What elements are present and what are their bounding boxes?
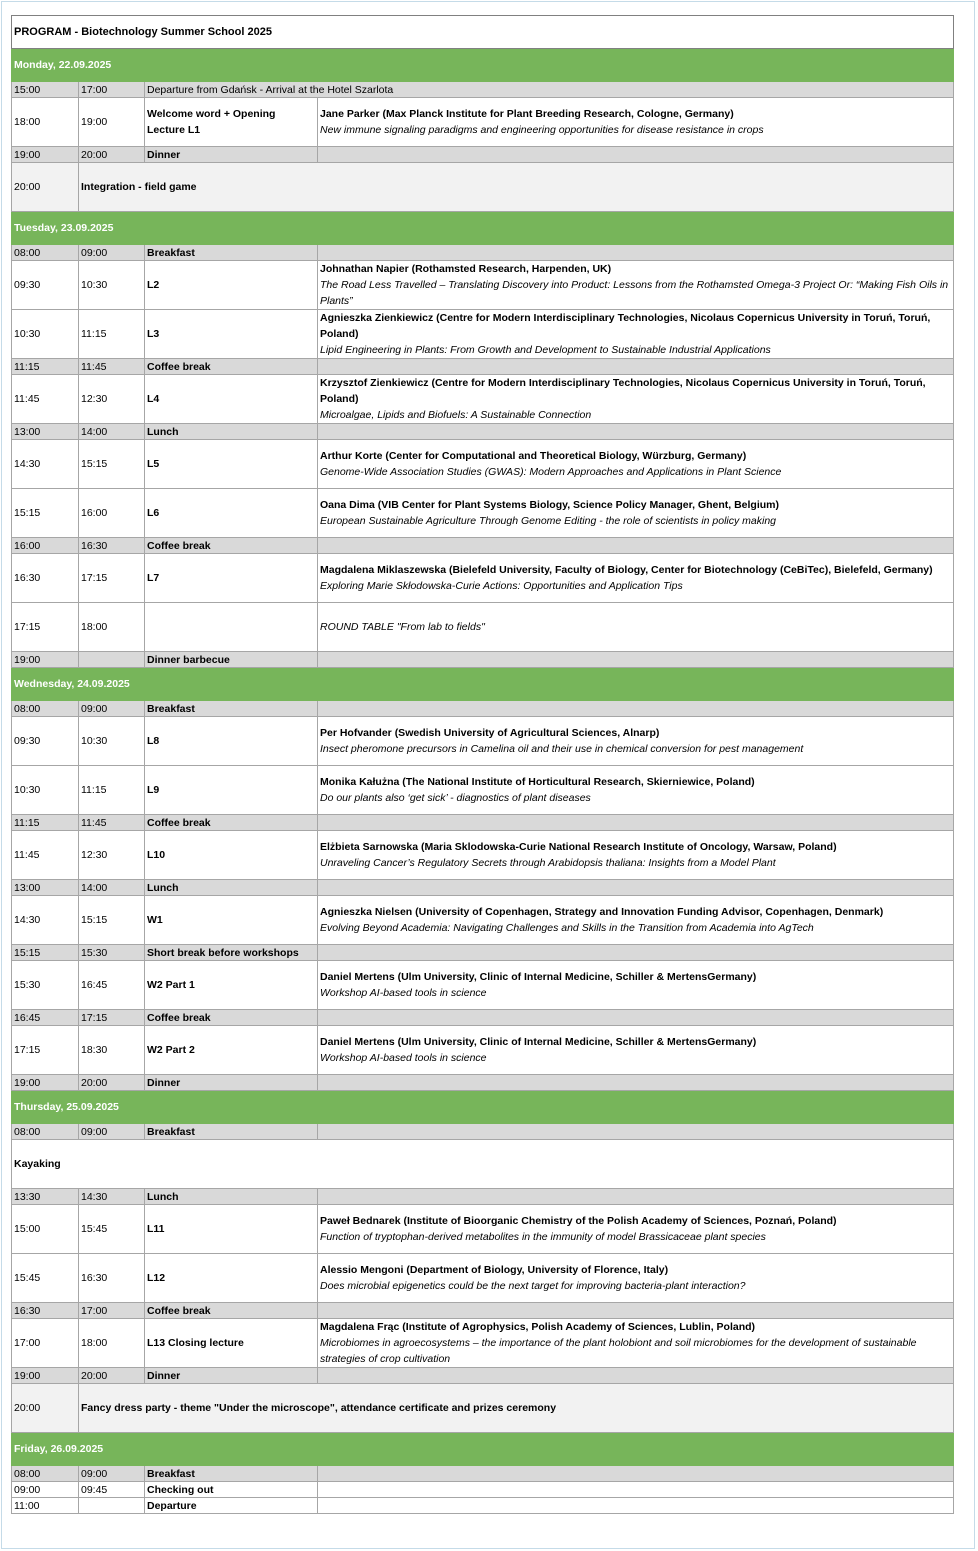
start-time: 20:00 — [12, 163, 79, 212]
start-time: 08:00 — [12, 1124, 79, 1140]
details-cell — [318, 1189, 954, 1205]
schedule-row — [12, 701, 954, 717]
speaker-name: Daniel Mertens (Ulm University, Clinic of Internal Medicine, Schiller & MertensGermany) — [320, 1036, 757, 1048]
activity-cell: Breakfast — [145, 1124, 318, 1140]
speaker-name: Elżbieta Sarnowska (Maria Sklodowska-Curie National Research Institute of Oncology, Warsaw, Poland) — [320, 841, 837, 853]
start-time: 19:00 — [12, 652, 79, 668]
talk-title: Microalgae, Lipids and Biofuels: A Sustainable Connection — [320, 409, 592, 421]
speaker-name: Magdalena Miklaszewska (Bielefeld University, Faculty of Biology, Center for Biotechnology (CeBiTec), Bielefeld, Germany) — [320, 564, 933, 576]
activity-cell: Fancy dress party - theme "Under the microscope", attendance certificate and prizes ceremony — [79, 1384, 954, 1433]
start-time: 10:30 — [12, 766, 79, 815]
talk-title: The Road Less Travelled – Translating Discovery into Product: Lessons from the Rothamsted Omega-3 Project Or: “Making Fish Oils in Plants” — [320, 279, 949, 307]
activity-cell: L4 — [145, 375, 318, 424]
activity-cell: L6 — [145, 489, 318, 538]
details-cell — [318, 489, 954, 538]
schedule-row — [12, 1384, 954, 1433]
schedule-row — [12, 1498, 954, 1514]
activity-cell: Departure — [145, 1498, 318, 1514]
speaker-name: Arthur Korte (Center for Computational and Theoretical Biology, Würzburg, Germany) — [320, 450, 747, 462]
end-time: 19:00 — [79, 98, 145, 147]
end-time: 16:30 — [79, 1254, 145, 1303]
talk-title: Do our plants also ‘get sick’ - diagnostics of plant diseases — [320, 792, 591, 804]
activity-cell: W2 Part 2 — [145, 1026, 318, 1075]
speaker-name: Johnathan Napier (Rothamsted Research, Harpenden, UK) — [320, 263, 612, 275]
start-time: 09:30 — [12, 261, 79, 310]
activity-cell: W2 Part 1 — [145, 961, 318, 1010]
schedule-row — [12, 1026, 954, 1075]
activity-cell: L2 — [145, 261, 318, 310]
end-time: 17:00 — [79, 82, 145, 98]
details-cell — [318, 1303, 954, 1319]
activity-cell: Coffee break — [145, 538, 318, 554]
schedule-row — [12, 440, 954, 489]
details-cell — [318, 1075, 954, 1091]
activity-cell: Short break before workshops — [145, 945, 318, 961]
schedule-row — [12, 815, 954, 831]
schedule-row — [12, 1124, 954, 1140]
details-cell — [318, 1319, 954, 1368]
activity-cell — [145, 603, 318, 652]
end-time: 16:45 — [79, 961, 145, 1010]
activity-cell: W1 — [145, 896, 318, 945]
start-time: 19:00 — [12, 1368, 79, 1384]
speaker-name: Paweł Bednarek (Institute of Bioorganic Chemistry of the Polish Academy of Sciences, Poznań, Poland) — [320, 1215, 837, 1227]
schedule-row — [12, 1254, 954, 1303]
end-time: 16:30 — [79, 538, 145, 554]
end-time: 18:00 — [79, 603, 145, 652]
talk-title: Exploring Marie Skłodowska-Curie Actions: Opportunities and Application Tips — [320, 580, 683, 592]
start-time: 14:30 — [12, 896, 79, 945]
activity-cell: L5 — [145, 440, 318, 489]
schedule-row — [12, 375, 954, 424]
end-time: 11:45 — [79, 359, 145, 375]
end-time: 14:30 — [79, 1189, 145, 1205]
details-cell — [318, 98, 954, 147]
schedule-row — [12, 1189, 954, 1205]
start-time: 16:00 — [12, 538, 79, 554]
start-time: 13:00 — [12, 424, 79, 440]
talk-title: Function of tryptophan-derived metabolites in the immunity of model Brassicaceae plant species — [320, 1231, 766, 1243]
schedule-row — [12, 766, 954, 815]
start-time: 19:00 — [12, 1075, 79, 1091]
start-time: 11:15 — [12, 815, 79, 831]
activity-cell: Dinner — [145, 147, 318, 163]
speaker-name: Krzysztof Zienkiewicz (Centre for Modern Interdisciplinary Technologies, Nicolaus Copernicus University in Toruń, Toruń, Poland) — [320, 377, 926, 405]
activity-cell: Integration - field game — [79, 163, 954, 212]
end-time — [79, 652, 145, 668]
activity-cell: L12 — [145, 1254, 318, 1303]
end-time: 10:30 — [79, 717, 145, 766]
schedule-row — [12, 489, 954, 538]
details-cell — [318, 766, 954, 815]
details-cell — [318, 375, 954, 424]
end-time: 10:30 — [79, 261, 145, 310]
schedule-row — [12, 896, 954, 945]
schedule-row — [12, 163, 954, 212]
details-cell — [318, 538, 954, 554]
details-cell — [318, 554, 954, 603]
details-cell — [318, 147, 954, 163]
schedule-row — [12, 603, 954, 652]
end-time: 09:00 — [79, 1124, 145, 1140]
start-time: 08:00 — [12, 1466, 79, 1482]
start-time: 11:00 — [12, 1498, 79, 1514]
activity-cell: Coffee break — [145, 1010, 318, 1026]
activity-cell: L9 — [145, 766, 318, 815]
schedule-row — [12, 652, 954, 668]
talk-title: Evolving Beyond Academia: Navigating Challenges and Skills in the Transition from Academia into AgTech — [320, 922, 814, 934]
talk-title: ROUND TABLE "From lab to fields" — [320, 621, 485, 633]
activity-cell: Coffee break — [145, 815, 318, 831]
speaker-name: Jane Parker (Max Planck Institute for Plant Breeding Research, Cologne, Germany) — [320, 108, 734, 120]
day-header-row — [12, 668, 954, 701]
start-time: 15:00 — [12, 1205, 79, 1254]
schedule-row — [12, 1140, 954, 1189]
end-time: 14:00 — [79, 424, 145, 440]
activity-cell: Lunch — [145, 880, 318, 896]
schedule-row — [12, 359, 954, 375]
start-time: 11:15 — [12, 359, 79, 375]
activity-cell: Dinner — [145, 1075, 318, 1091]
end-time: 18:30 — [79, 1026, 145, 1075]
schedule-row — [12, 554, 954, 603]
activity-cell: L10 — [145, 831, 318, 880]
activity-cell: Welcome word + Opening Lecture L1 — [145, 98, 318, 147]
start-time: 15:15 — [12, 489, 79, 538]
speaker-name: Daniel Mertens (Ulm University, Clinic of Internal Medicine, Schiller & MertensGermany) — [320, 971, 757, 983]
start-time: 19:00 — [12, 147, 79, 163]
speaker-name: Oana Dima (VIB Center for Plant Systems Biology, Science Policy Manager, Ghent, Belgium) — [320, 499, 780, 511]
details-cell — [318, 896, 954, 945]
activity-cell: Dinner — [145, 1368, 318, 1384]
schedule-row — [12, 1466, 954, 1482]
program-title: PROGRAM - Biotechnology Summer School 2025 — [12, 16, 954, 49]
start-time: 15:30 — [12, 961, 79, 1010]
end-time: 15:45 — [79, 1205, 145, 1254]
schedule-row — [12, 961, 954, 1010]
day-header-row — [12, 1433, 954, 1466]
activity-cell: Checking out — [145, 1482, 318, 1498]
schedule-row — [12, 831, 954, 880]
activity-cell: L11 — [145, 1205, 318, 1254]
activity-cell: Dinner barbecue — [145, 652, 318, 668]
details-cell — [318, 945, 954, 961]
start-time: 08:00 — [12, 245, 79, 261]
end-time: 15:15 — [79, 440, 145, 489]
details-cell — [318, 603, 954, 652]
details-cell — [318, 1010, 954, 1026]
activity-cell: Lunch — [145, 1189, 318, 1205]
schedule-row — [12, 538, 954, 554]
end-time: 20:00 — [79, 1368, 145, 1384]
start-time: 11:45 — [12, 375, 79, 424]
details-cell — [318, 1466, 954, 1482]
activity-cell: Departure from Gdańsk - Arrival at the Hotel Szarlota — [145, 82, 954, 98]
speaker-name: Per Hofvander (Swedish University of Agricultural Sciences, Alnarp) — [320, 727, 660, 739]
talk-title: Genome-Wide Association Studies (GWAS): Modern Approaches and Applications in Plant Science — [320, 466, 782, 478]
activity-cell: L8 — [145, 717, 318, 766]
schedule-row — [12, 310, 954, 359]
activity-cell: L7 — [145, 554, 318, 603]
end-time: 16:00 — [79, 489, 145, 538]
end-time: 09:45 — [79, 1482, 145, 1498]
day-header: Friday, 26.09.2025 — [12, 1433, 954, 1466]
program-title-row — [12, 16, 954, 49]
talk-title: Workshop AI-based tools in science — [320, 1052, 487, 1064]
details-cell — [318, 440, 954, 489]
activity-cell: Breakfast — [145, 1466, 318, 1482]
activity-cell: Coffee break — [145, 1303, 318, 1319]
end-time: 18:00 — [79, 1319, 145, 1368]
day-header: Tuesday, 23.09.2025 — [12, 212, 954, 245]
schedule-row — [12, 1075, 954, 1091]
activity-cell: L13 Closing lecture — [145, 1319, 318, 1368]
end-time: 11:15 — [79, 310, 145, 359]
details-cell — [318, 717, 954, 766]
end-time: 11:15 — [79, 766, 145, 815]
end-time: 14:00 — [79, 880, 145, 896]
start-time: 08:00 — [12, 701, 79, 717]
details-cell — [318, 245, 954, 261]
activity-cell: Kayaking — [12, 1140, 954, 1189]
end-time: 15:15 — [79, 896, 145, 945]
speaker-name: Magdalena Frąc (Institute of Agrophysics, Polish Academy of Sciences, Lublin, Poland) — [320, 1321, 756, 1333]
details-cell — [318, 831, 954, 880]
end-time: 20:00 — [79, 1075, 145, 1091]
start-time: 16:45 — [12, 1010, 79, 1026]
details-cell — [318, 1482, 954, 1498]
speaker-name: Agnieszka Zienkiewicz (Centre for Modern Interdisciplinary Technologies, Nicolaus Copernicus University in Toruń, Toruń, Poland) — [320, 312, 931, 340]
schedule-row — [12, 1482, 954, 1498]
day-header: Wednesday, 24.09.2025 — [12, 668, 954, 701]
speaker-name: Agnieszka Nielsen (University of Copenhagen, Strategy and Innovation Funding Advisor, Copenhagen, Denmark) — [320, 906, 884, 918]
schedule-row — [12, 1010, 954, 1026]
end-time: 17:15 — [79, 1010, 145, 1026]
schedule-row — [12, 717, 954, 766]
start-time: 11:45 — [12, 831, 79, 880]
activity-cell: Lunch — [145, 424, 318, 440]
talk-title: Unraveling Cancer’s Regulatory Secrets through Arabidopsis thaliana: Insights from a Model Plant — [320, 857, 776, 869]
start-time: 15:15 — [12, 945, 79, 961]
activity-cell: L3 — [145, 310, 318, 359]
program-table — [11, 15, 954, 1514]
end-time: 20:00 — [79, 147, 145, 163]
talk-title: Microbiomes in agroecosystems – the importance of the plant holobiont and soil microbiomes for the development of sustainable strategies of crop cultivation — [320, 1337, 917, 1365]
end-time: 17:00 — [79, 1303, 145, 1319]
end-time: 11:45 — [79, 815, 145, 831]
start-time: 09:30 — [12, 717, 79, 766]
details-cell — [318, 1254, 954, 1303]
talk-title: European Sustainable Agriculture Through Genome Editing - the role of scientists in policy making — [320, 515, 777, 527]
start-time: 13:00 — [12, 880, 79, 896]
details-cell — [318, 961, 954, 1010]
start-time: 13:30 — [12, 1189, 79, 1205]
activity-cell: Breakfast — [145, 701, 318, 717]
schedule-row — [12, 945, 954, 961]
schedule-row — [12, 147, 954, 163]
details-cell — [318, 261, 954, 310]
end-time: 09:00 — [79, 245, 145, 261]
start-time: 09:00 — [12, 1482, 79, 1498]
details-cell — [318, 1124, 954, 1140]
schedule-row — [12, 261, 954, 310]
start-time: 15:45 — [12, 1254, 79, 1303]
schedule-row — [12, 1368, 954, 1384]
end-time: 17:15 — [79, 554, 145, 603]
activity-cell: Breakfast — [145, 245, 318, 261]
details-cell — [318, 310, 954, 359]
schedule-row — [12, 880, 954, 896]
details-cell — [318, 1026, 954, 1075]
start-time: 14:30 — [12, 440, 79, 489]
schedule-row — [12, 82, 954, 98]
start-time: 16:30 — [12, 554, 79, 603]
end-time: 09:00 — [79, 1466, 145, 1482]
talk-title: Workshop AI-based tools in science — [320, 987, 487, 999]
day-header: Monday, 22.09.2025 — [12, 49, 954, 82]
day-header-row — [12, 212, 954, 245]
talk-title: Does microbial epigenetics could be the next target for improving bacteria-plant interaction? — [320, 1280, 746, 1292]
details-cell — [318, 359, 954, 375]
details-cell — [318, 701, 954, 717]
speaker-name: Alessio Mengoni (Department of Biology, University of Florence, Italy) — [320, 1264, 669, 1276]
end-time — [79, 1498, 145, 1514]
details-cell — [318, 880, 954, 896]
start-time: 18:00 — [12, 98, 79, 147]
details-cell — [318, 815, 954, 831]
start-time: 17:15 — [12, 1026, 79, 1075]
details-cell — [318, 424, 954, 440]
start-time: 10:30 — [12, 310, 79, 359]
details-cell — [318, 1498, 954, 1514]
start-time: 16:30 — [12, 1303, 79, 1319]
start-time: 17:15 — [12, 603, 79, 652]
talk-title: New immune signaling paradigms and engineering opportunities for disease resistance in crops — [320, 124, 764, 136]
talk-title: Insect pheromone precursors in Camelina oil and their use in chemical conversion for pest management — [320, 743, 804, 755]
details-cell — [318, 1205, 954, 1254]
activity-cell: Coffee break — [145, 359, 318, 375]
day-header-row — [12, 1091, 954, 1124]
start-time: 17:00 — [12, 1319, 79, 1368]
schedule-row — [12, 1303, 954, 1319]
schedule-row — [12, 424, 954, 440]
speaker-name: Monika Kałużna (The National Institute of Horticultural Research, Skierniewice, Poland) — [320, 776, 755, 788]
start-time: 15:00 — [12, 82, 79, 98]
schedule-row — [12, 98, 954, 147]
schedule-row — [12, 1319, 954, 1368]
end-time: 15:30 — [79, 945, 145, 961]
day-header: Thursday, 25.09.2025 — [12, 1091, 954, 1124]
end-time: 12:30 — [79, 375, 145, 424]
details-cell — [318, 652, 954, 668]
details-cell — [318, 1368, 954, 1384]
day-header-row — [12, 49, 954, 82]
end-time: 09:00 — [79, 701, 145, 717]
start-time: 20:00 — [12, 1384, 79, 1433]
schedule-row — [12, 245, 954, 261]
talk-title: Lipid Engineering in Plants: From Growth and Development to Sustainable Industrial Applications — [320, 344, 771, 356]
schedule-row — [12, 1205, 954, 1254]
end-time: 12:30 — [79, 831, 145, 880]
